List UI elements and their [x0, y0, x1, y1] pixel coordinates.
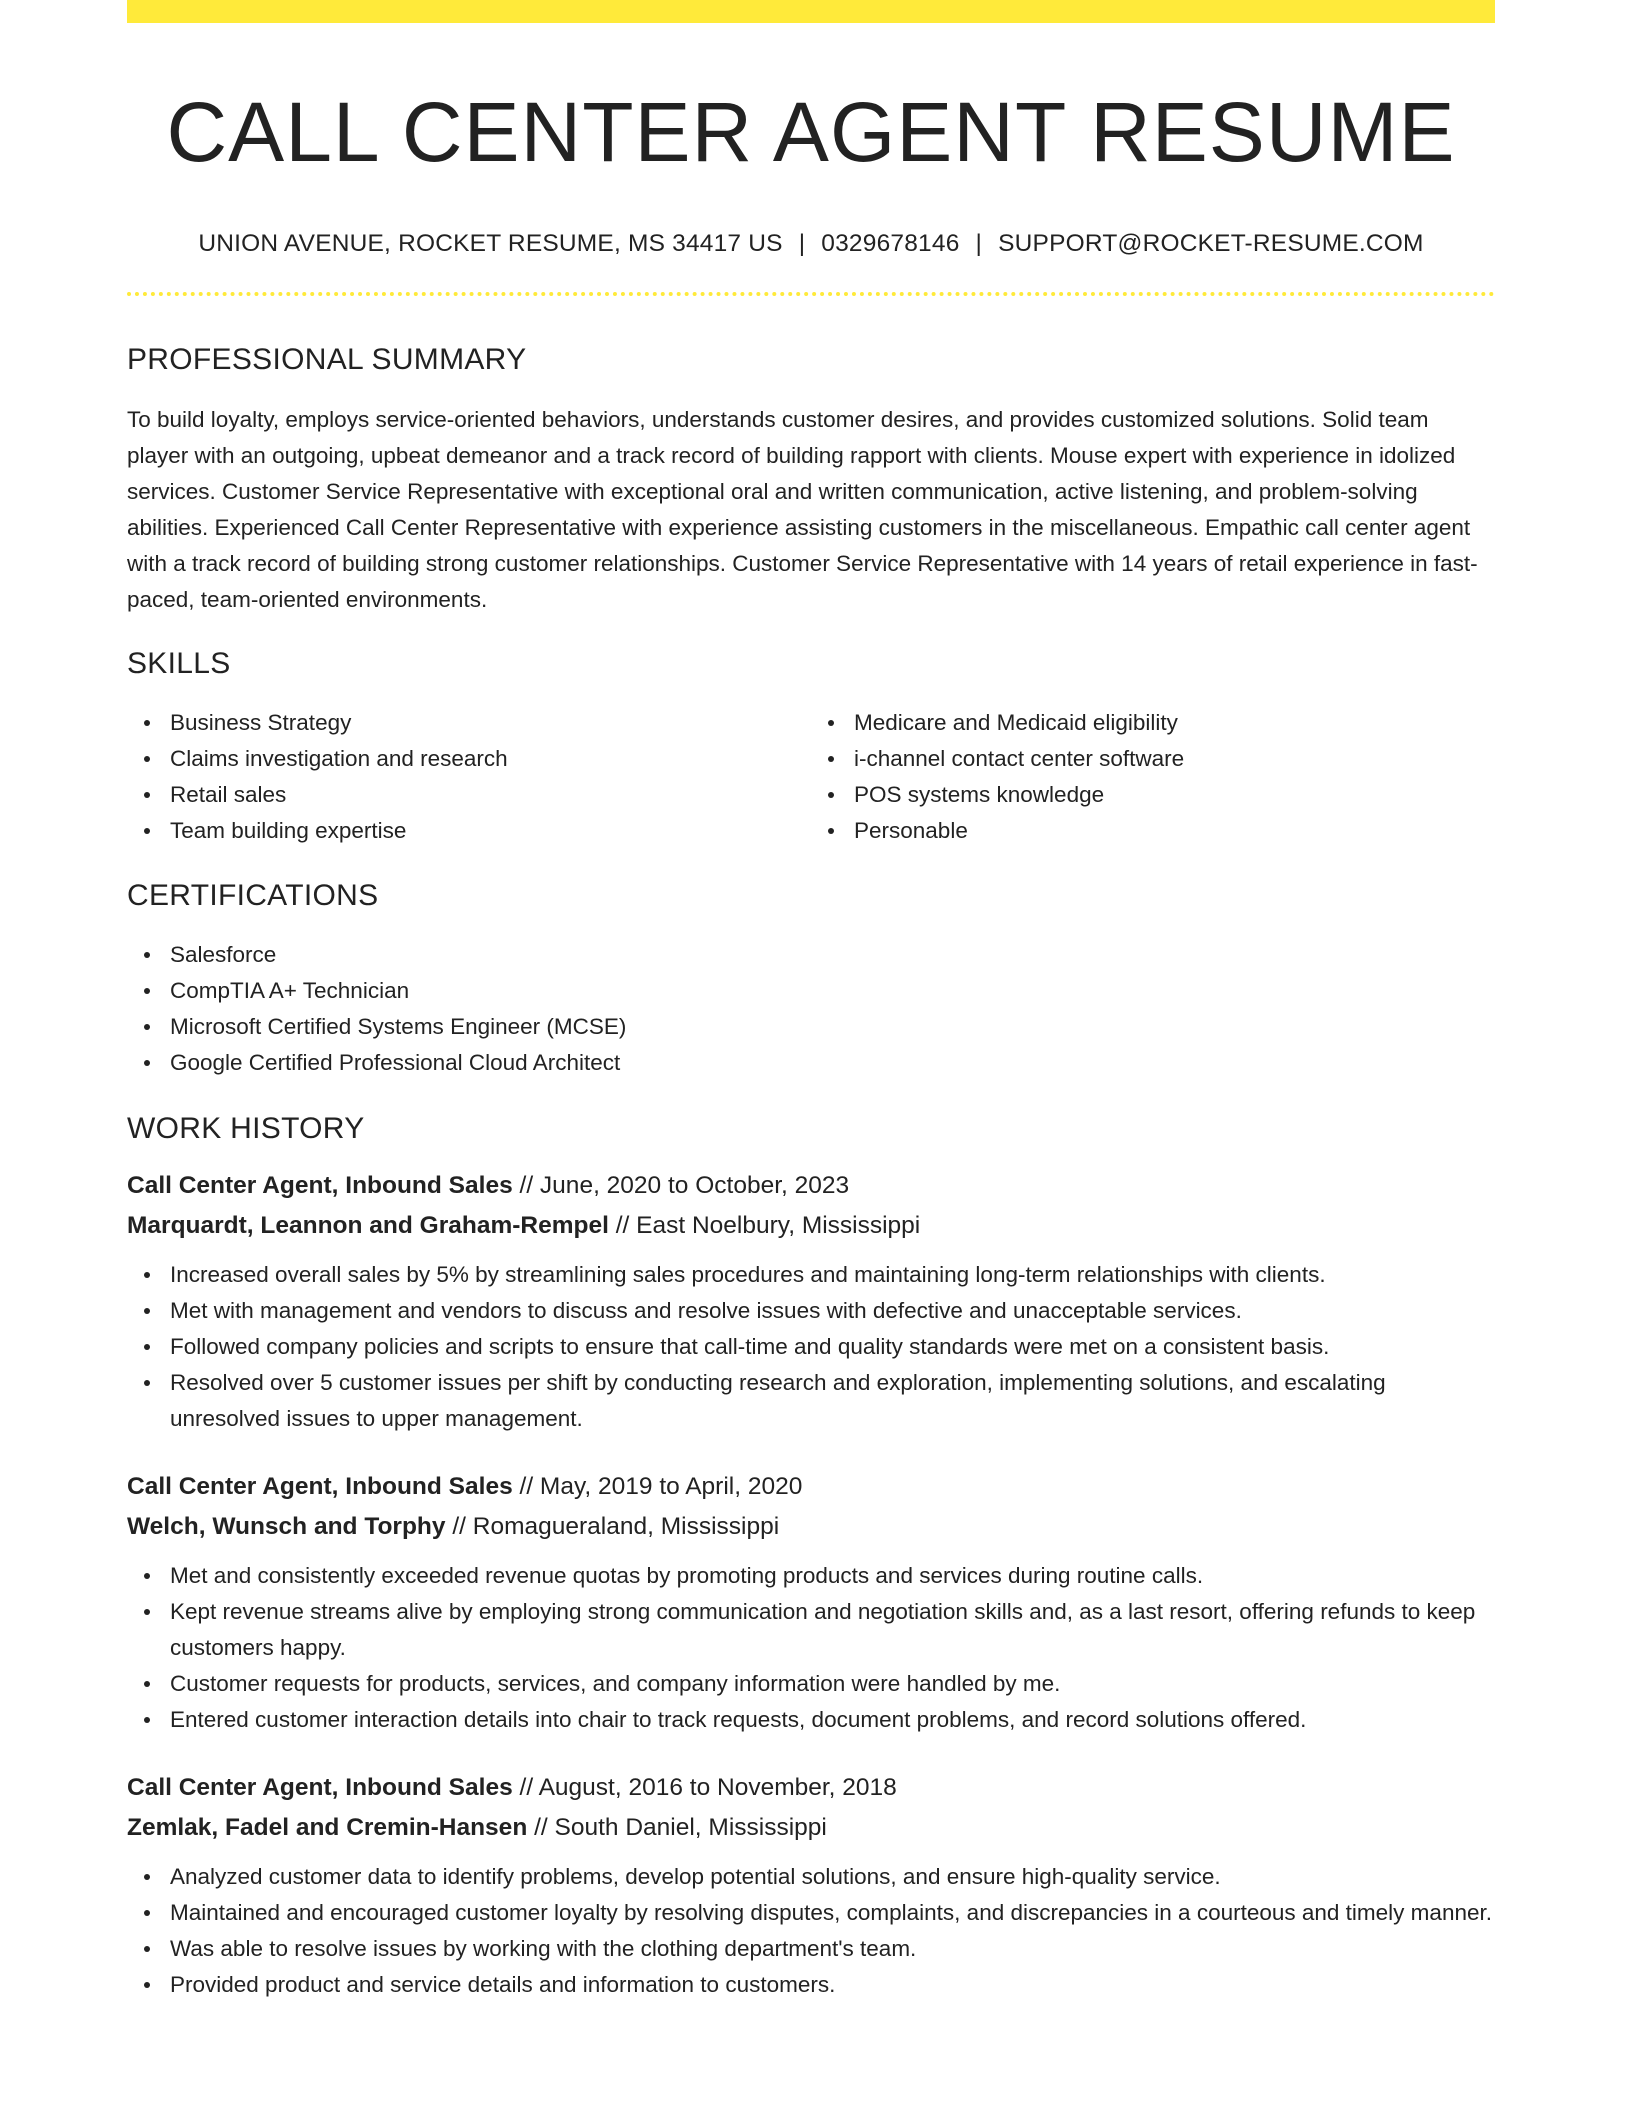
job-bullet: Increased overall sales by 5% by streamlining sales procedures and maintaining long-term relationships with clients. [170, 1257, 1495, 1293]
skill-item: Claims investigation and research [170, 741, 811, 777]
skill-item: POS systems knowledge [854, 777, 1495, 813]
job-dates: // August, 2016 to November, 2018 [519, 1774, 897, 1802]
skill-item: i-channel contact center software [854, 741, 1495, 777]
job-company: Marquardt, Leannon and Graham-Rempel [127, 1212, 609, 1240]
job-company-line [127, 1507, 1495, 1547]
resume-title: CALL CENTER AGENT RESUME [166, 85, 1456, 179]
resume-page [127, 0, 1495, 2003]
summary-text: To build loyalty, employs service-oriented behaviors, understands customer desires, and provides customized solutions. Solid team player with an outgoing, upbeat demeanor and a track record of building rapport with clients. Mouse expert with experience in idolized services. Customer Service Representative with exceptional oral and written communication, active listening, and problem-solving abilities. Experienced Call Center Representative with experience assisting customers in the miscellaneous. Empathic call center agent with a track record of building strong customer relationships. Customer Service Representative with 14 years of retail experience in fast-paced, team-oriented environments. [127, 407, 1478, 613]
summary-heading: PROFESSIONAL SUMMARY [127, 343, 527, 377]
skill-item: Personable [854, 813, 1495, 849]
skills-list-left [127, 705, 811, 849]
skills-list-right [811, 705, 1495, 849]
job-company-line [127, 1206, 1495, 1246]
job-bullet: Provided product and service details and information to customers. [170, 1967, 1495, 2003]
job-role: Call Center Agent, Inbound Sales [127, 1473, 513, 1501]
job-role: Call Center Agent, Inbound Sales [127, 1774, 513, 1802]
job-bullet: Kept revenue streams alive by employing strong communication and negotiation skills and, as a last resort, offering refunds to keep customers happy. [170, 1594, 1495, 1666]
job-bullet: Maintained and encouraged customer loyalty by resolving disputes, complaints, and discrepancies in a courteous and timely manner. [170, 1895, 1495, 1931]
job-role-line [127, 1467, 1495, 1507]
contact-separator: | [798, 230, 806, 258]
contact-phone: 0329678146 [821, 230, 960, 258]
job-role: Call Center Agent, Inbound Sales [127, 1172, 513, 1200]
job-company: Zemlak, Fadel and Cremin-Hansen [127, 1814, 528, 1842]
job-role-line [127, 1166, 1495, 1206]
contact-email: SUPPORT@ROCKET-RESUME.COM [998, 230, 1424, 258]
job-dates: // June, 2020 to October, 2023 [519, 1172, 850, 1200]
certifications-heading: CERTIFICATIONS [127, 879, 379, 913]
contact-separator: | [975, 230, 983, 258]
job-company-line [127, 1808, 1495, 1848]
skills-columns [127, 705, 1495, 849]
contact-line [127, 230, 1495, 258]
skill-item: Business Strategy [170, 705, 811, 741]
certifications-list [127, 937, 1495, 1081]
job-bullet: Customer requests for products, services, and company information were handled by me. [170, 1666, 1495, 1702]
job-bullet: Followed company policies and scripts to ensure that call-time and quality standards were met on a consistent basis. [170, 1329, 1495, 1365]
skill-item: Retail sales [170, 777, 811, 813]
work-history-heading: WORK HISTORY [127, 1112, 365, 1146]
job-location: // East Noelbury, Mississippi [615, 1212, 921, 1240]
job-bullet: Met and consistently exceeded revenue quotas by promoting products and services during routine calls. [170, 1558, 1495, 1594]
certification-item: Microsoft Certified Systems Engineer (MCSE) [170, 1009, 1495, 1045]
job-company: Welch, Wunsch and Torphy [127, 1513, 446, 1541]
accent-top-bar [127, 0, 1495, 23]
job-bullet: Was able to resolve issues by working with the clothing department's team. [170, 1931, 1495, 1967]
skill-item: Team building expertise [170, 813, 811, 849]
contact-address: UNION AVENUE, ROCKET RESUME, MS 34417 US [198, 230, 783, 258]
job-bullet: Entered customer interaction details into chair to track requests, document problems, and record solutions offered. [170, 1702, 1495, 1738]
certification-item: Google Certified Professional Cloud Architect [170, 1045, 1495, 1081]
job-entry [127, 1467, 1495, 1738]
job-role-line [127, 1768, 1495, 1808]
job-bullets [127, 1859, 1495, 2003]
job-entry [127, 1166, 1495, 1437]
job-bullets [127, 1558, 1495, 1738]
job-bullets [127, 1257, 1495, 1437]
certification-item: Salesforce [170, 937, 1495, 973]
job-location: // South Daniel, Mississippi [534, 1814, 827, 1842]
job-entry [127, 1768, 1495, 2003]
job-dates: // May, 2019 to April, 2020 [519, 1473, 803, 1501]
skill-item: Medicare and Medicaid eligibility [854, 705, 1495, 741]
dotted-divider [127, 292, 1495, 296]
skills-heading: SKILLS [127, 647, 231, 681]
job-bullet: Met with management and vendors to discuss and resolve issues with defective and unacceptable services. [170, 1293, 1495, 1329]
certification-item: CompTIA A+ Technician [170, 973, 1495, 1009]
job-location: // Romagueraland, Mississippi [452, 1513, 780, 1541]
job-bullet: Analyzed customer data to identify problems, develop potential solutions, and ensure high-quality service. [170, 1859, 1495, 1895]
job-bullet: Resolved over 5 customer issues per shift by conducting research and exploration, implementing solutions, and escalating unresolved issues to upper management. [170, 1365, 1495, 1437]
